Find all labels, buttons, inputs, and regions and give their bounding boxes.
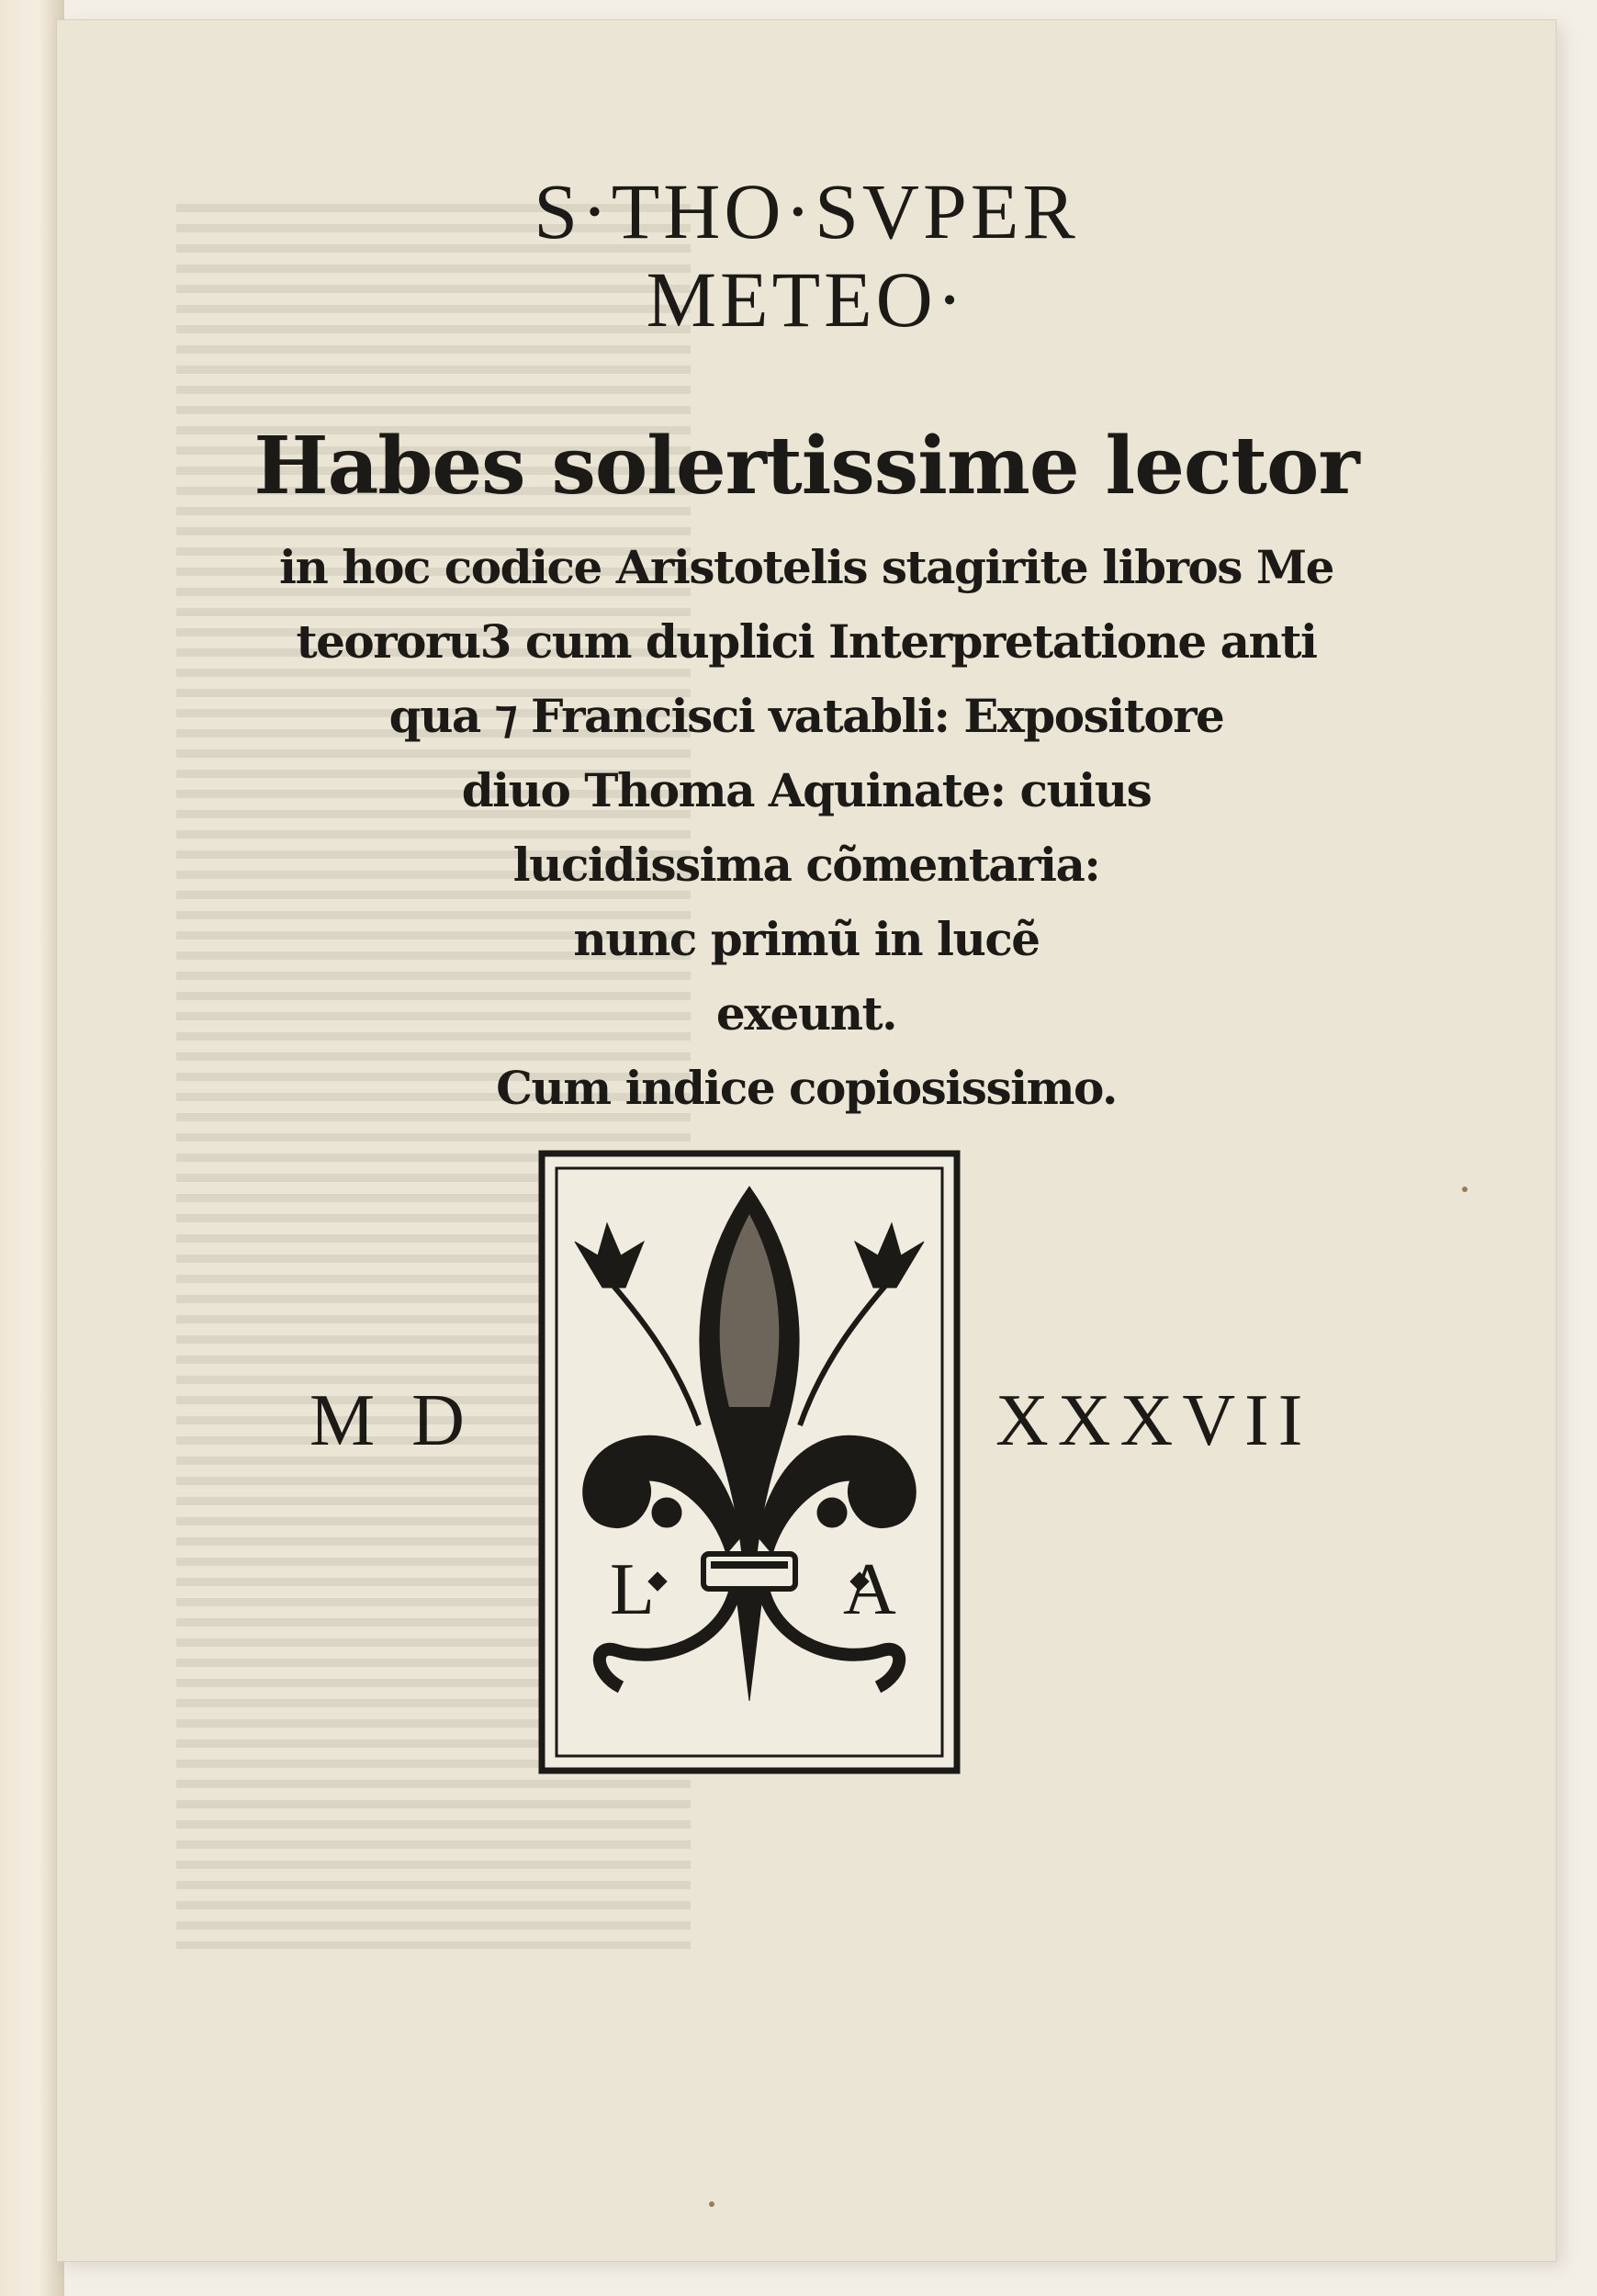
foxing-spot [1462, 1187, 1468, 1192]
title-line-1: S·THO·SVPER [534, 167, 1079, 255]
date-left: M D [309, 1380, 474, 1461]
description-line: Cum indice copiosissimo. [496, 1061, 1117, 1115]
description-line: in hoc codice Aristotelis stagirite libros Me [278, 540, 1333, 594]
printer-mark [538, 1150, 961, 1774]
description-line: lucidissima cõmentaria: [512, 838, 1100, 892]
mark-letter-left: L [610, 1549, 655, 1630]
adjacent-page-edge [0, 0, 64, 2296]
description-line: nunc primũ in lucẽ [573, 912, 1040, 966]
description-line: diuo Thoma Aquinate: cuius [461, 763, 1152, 817]
description-line: qua ⁊ Francisci vatabli: Expositore [388, 689, 1224, 743]
book-title [57, 167, 1556, 343]
description-line: teororu3 cum duplici Interpretatione anti [296, 614, 1317, 669]
description-line: exeunt. [715, 986, 897, 1041]
mark-letter-right: A [843, 1549, 896, 1630]
description-block [57, 530, 1556, 1125]
foxing-spot [709, 2201, 714, 2207]
title-page [57, 20, 1556, 2261]
lead-line: Habes solertissime lector [253, 420, 1359, 512]
title-line-2: METEO· [646, 255, 967, 343]
date-right: XXXVII [995, 1380, 1312, 1461]
